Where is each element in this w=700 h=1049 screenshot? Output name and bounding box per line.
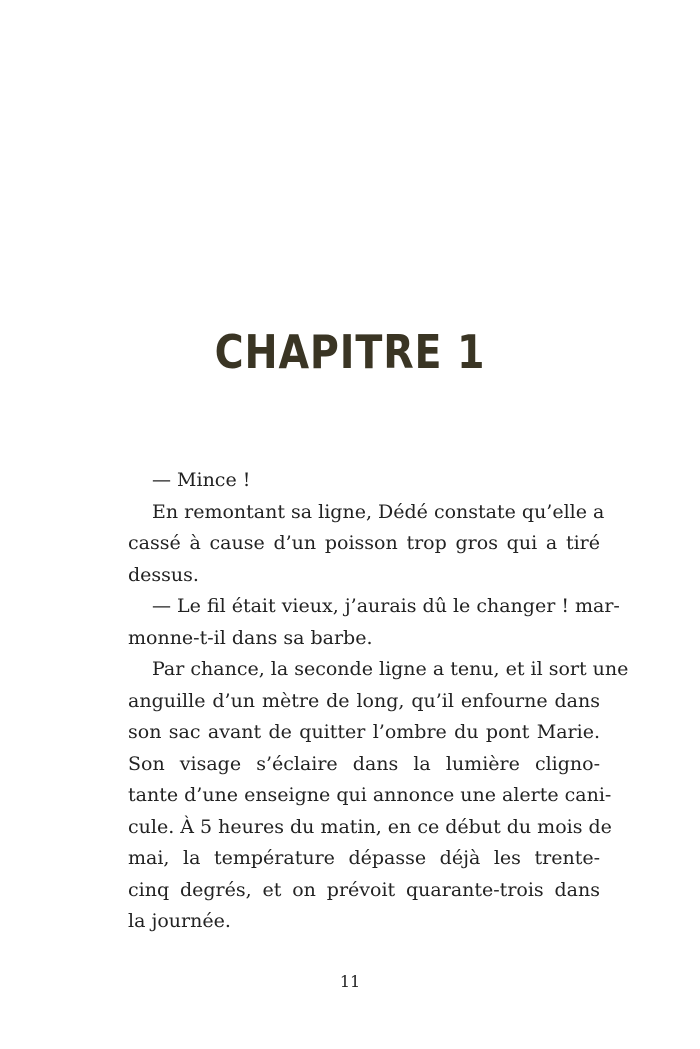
text-line: En remontant sa ligne, Dédé constate qu’elle a — [152, 500, 605, 523]
text-line: la journée. — [128, 910, 231, 932]
text-line: — Mince ! — [152, 469, 251, 491]
text-line: mai, la température dépasse déjà les trente- — [128, 847, 600, 869]
chapter-title: CHAPITRE 1 — [214, 325, 486, 379]
page-number: 11 — [339, 972, 361, 991]
text-line: cassé à cause d’un poisson trop gros qui a tiré — [128, 532, 600, 554]
text-line: cinq degrés, et on prévoit quarante-trois dans — [128, 878, 600, 901]
text-line: tante d’une enseigne qui annonce une alerte cani- — [128, 784, 612, 806]
text-line: monne-t-il dans sa barbe. — [128, 626, 373, 649]
text-line: — Le fil était vieux, j’aurais dû le changer ! mar- — [152, 595, 620, 617]
text-line: cule. À 5 heures du matin, en ce début du mois de — [128, 815, 612, 838]
text-line: son sac avant de quitter l’ombre du pont Marie. — [128, 721, 600, 743]
chapter-body — [128, 465, 629, 938]
text-line: dessus. — [128, 563, 199, 586]
text-line: Par chance, la seconde ligne a tenu, et il sort une — [152, 658, 629, 680]
text-line: anguille d’un mètre de long, qu’il enfourne dans — [128, 689, 600, 712]
text-line: Son visage s’éclaire dans la lumière cligno- — [128, 752, 600, 775]
